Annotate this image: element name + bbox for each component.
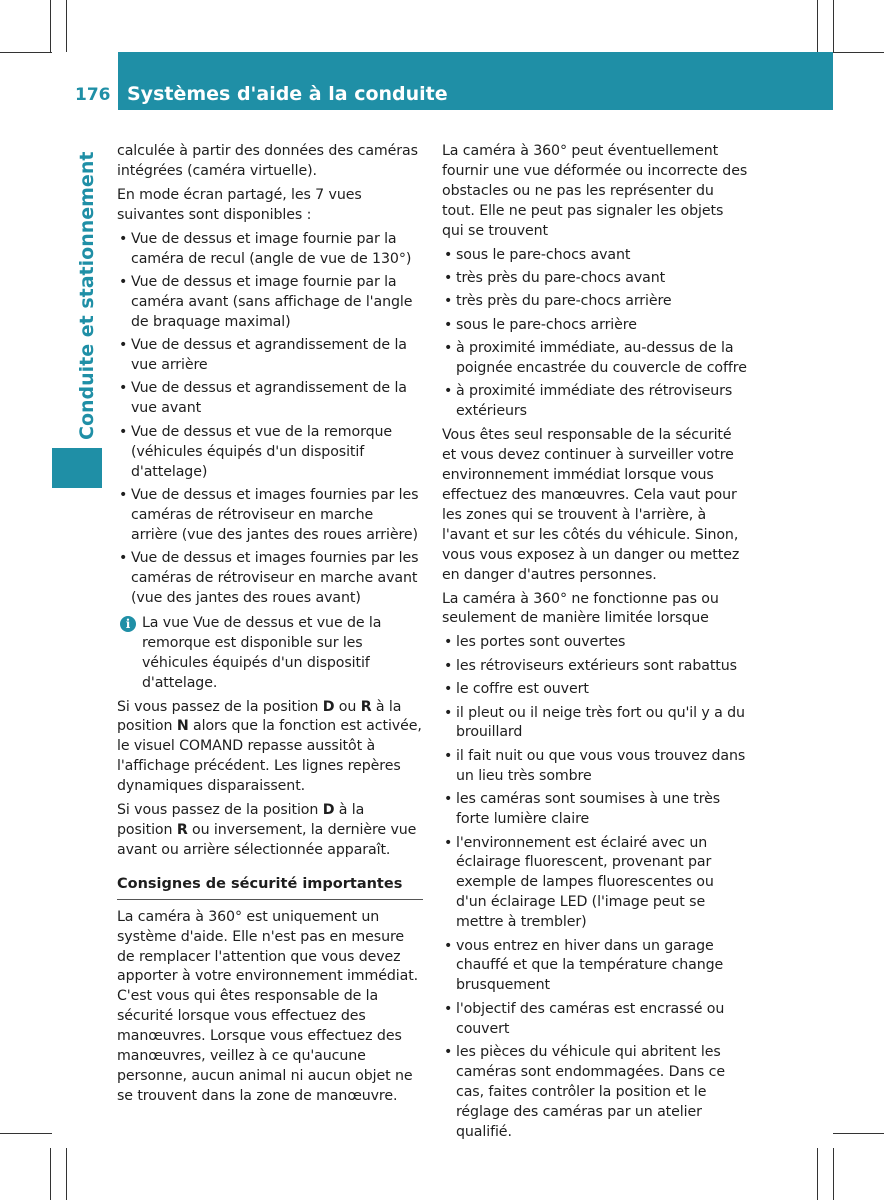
list-item: • Vue de dessus et images fournies par les caméras de rétroviseur en marche arrière (vue des jantes des roues arrière) — [117, 486, 423, 546]
list-item: • sous le pare-chocs avant — [442, 246, 748, 266]
gear-n: N — [176, 718, 189, 735]
list-item: • sous le pare-chocs arrière — [442, 316, 748, 336]
list-item: • l'objectif des caméras est encrassé ou couvert — [442, 1000, 748, 1040]
list-item: • les pièces du véhicule qui abritent les caméras sont endommagées. Dans ce cas, faites contrôler la position et le réglage des caméras par un atelier qualifié. — [442, 1043, 748, 1143]
crop-mark — [833, 1148, 834, 1200]
text: alors que la fonction est activée, le visuel COMAND repasse aussitôt à l'affichage précédent. Les lignes repères dynamiques disparaissent. — [117, 718, 422, 795]
crop-mark — [833, 52, 884, 53]
locations-list — [442, 246, 748, 423]
crop-mark — [50, 1148, 51, 1200]
list-item: • Vue de dessus et image fournie par la caméra avant (sans affichage de l'angle de braquage maximal) — [117, 273, 423, 333]
crop-mark — [817, 1148, 818, 1200]
paragraph: En mode écran partagé, les 7 vues suivantes sont disponibles : — [117, 186, 362, 223]
crop-mark — [833, 0, 834, 52]
page-number: 176 — [75, 85, 111, 105]
info-icon: i — [120, 616, 136, 632]
list-item: • Vue de dessus et agrandissement de la vue arrière — [117, 336, 423, 376]
crop-mark — [66, 0, 67, 52]
list-item: • il fait nuit ou que vous vous trouvez dans un lieu très sombre — [442, 747, 748, 787]
crop-mark — [817, 0, 818, 52]
gear-r: R — [360, 698, 372, 715]
list-item: • Vue de dessus et image fournie par la caméra de recul (angle de vue de 130°) — [117, 230, 423, 270]
crop-mark — [66, 1148, 67, 1200]
gear-d: D — [322, 802, 335, 819]
list-item: • les caméras sont soumises à une très forte lumière claire — [442, 790, 748, 830]
paragraph: La caméra à 360° est uniquement un système d'aide. Elle n'est pas en mesure de remplacer l'attention que vous devez apporter à votre environnement immédiat. C'est vous qui êtes responsable de la sécurité lorsque vous effectuez des manœuvres. Lorsque vous effectuez des manœuvres, veillez à ce qu'aucune personne, aucun animal ni aucun objet ne se trouvent dans la zone de manœuvre. — [117, 908, 419, 1104]
paragraph: Vous êtes seul responsable de la sécurité et vous devez continuer à surveiller votre environnement immédiat lorsque vous effectuez des manœuvres. Cela vaut pour les zones qui se trouvent à l'arrière, à l'avant et sur les côtés du véhicule. Sinon, vous vous exposez à un danger ou mettez en danger d'autres personnes. — [442, 427, 740, 583]
page-title: Systèmes d'aide à la conduite — [127, 83, 448, 105]
list-item: • très près du pare-chocs arrière — [442, 292, 748, 312]
section-heading: Consignes de sécurité importantes — [117, 875, 423, 900]
text: Si vous passez de la position — [117, 802, 323, 819]
side-tab-label: Conduite et stationnement — [76, 151, 98, 440]
text: ou inversement, la dernière vue avant ou arrière sélectionnée apparaît. — [117, 822, 417, 858]
text: à la position — [117, 698, 402, 735]
note-text: La vue Vue de dessus et vue de la remorque est disponible sur les véhicules équipés d'un dispositif d'attelage. — [142, 614, 382, 691]
crop-mark — [0, 52, 52, 53]
side-tab-block — [52, 448, 102, 488]
list-item: • vous entrez en hiver dans un garage chauffé et que la température change brusquement — [442, 937, 748, 997]
paragraph — [117, 698, 423, 798]
list-item: • l'environnement est éclairé avec un éclairage fluorescent, provenant par exemple de lampes fluorescentes ou d'un éclairage LED (l'image peut se mettre à trembler) — [442, 834, 748, 934]
text: à la position — [117, 802, 365, 838]
list-item: • Vue de dessus et vue de la remorque (véhicules équipés d'un dispositif d'attelage) — [117, 423, 423, 483]
paragraph: La caméra à 360° peut éventuellement fournir une vue déformée ou incorrecte des obstacles ou ne pas les représenter du tout. Elle ne peut pas signaler les objets qui se trouvent — [442, 143, 748, 239]
crop-mark — [0, 1133, 52, 1134]
gear-d: D — [322, 698, 335, 715]
left-column — [117, 142, 423, 1111]
gear-r: R — [176, 822, 188, 838]
list-item: • Vue de dessus et agrandissement de la vue avant — [117, 379, 423, 419]
list-item: • très près du pare-chocs avant — [442, 269, 748, 289]
right-column — [442, 142, 748, 1147]
info-note — [117, 614, 423, 694]
list-item: • les portes sont ouvertes — [442, 633, 748, 653]
list-item: • Vue de dessus et images fournies par les caméras de rétroviseur en marche avant (vue des jantes des roues avant) — [117, 549, 423, 609]
conditions-list — [442, 633, 748, 1142]
views-list — [117, 230, 423, 609]
text: Si vous passez de la position — [117, 698, 323, 715]
crop-mark — [833, 1133, 884, 1134]
list-item: • à proximité immédiate, au-dessus de la poignée encastrée du couvercle de coffre — [442, 339, 748, 379]
crop-mark — [50, 0, 51, 52]
text: ou — [334, 698, 361, 715]
paragraph: calculée à partir des données des caméras intégrées (caméra virtuelle). — [117, 143, 418, 179]
list-item: • le coffre est ouvert — [442, 680, 748, 700]
list-item: • les rétroviseurs extérieurs sont rabattus — [442, 657, 748, 677]
list-item: • il pleut ou il neige très fort ou qu'il y a du brouillard — [442, 704, 748, 744]
paragraph: La caméra à 360° ne fonctionne pas ou seulement de manière limitée lorsque — [442, 590, 719, 627]
paragraph — [117, 801, 423, 861]
list-item: • à proximité immédiate des rétroviseurs extérieurs — [442, 382, 748, 422]
